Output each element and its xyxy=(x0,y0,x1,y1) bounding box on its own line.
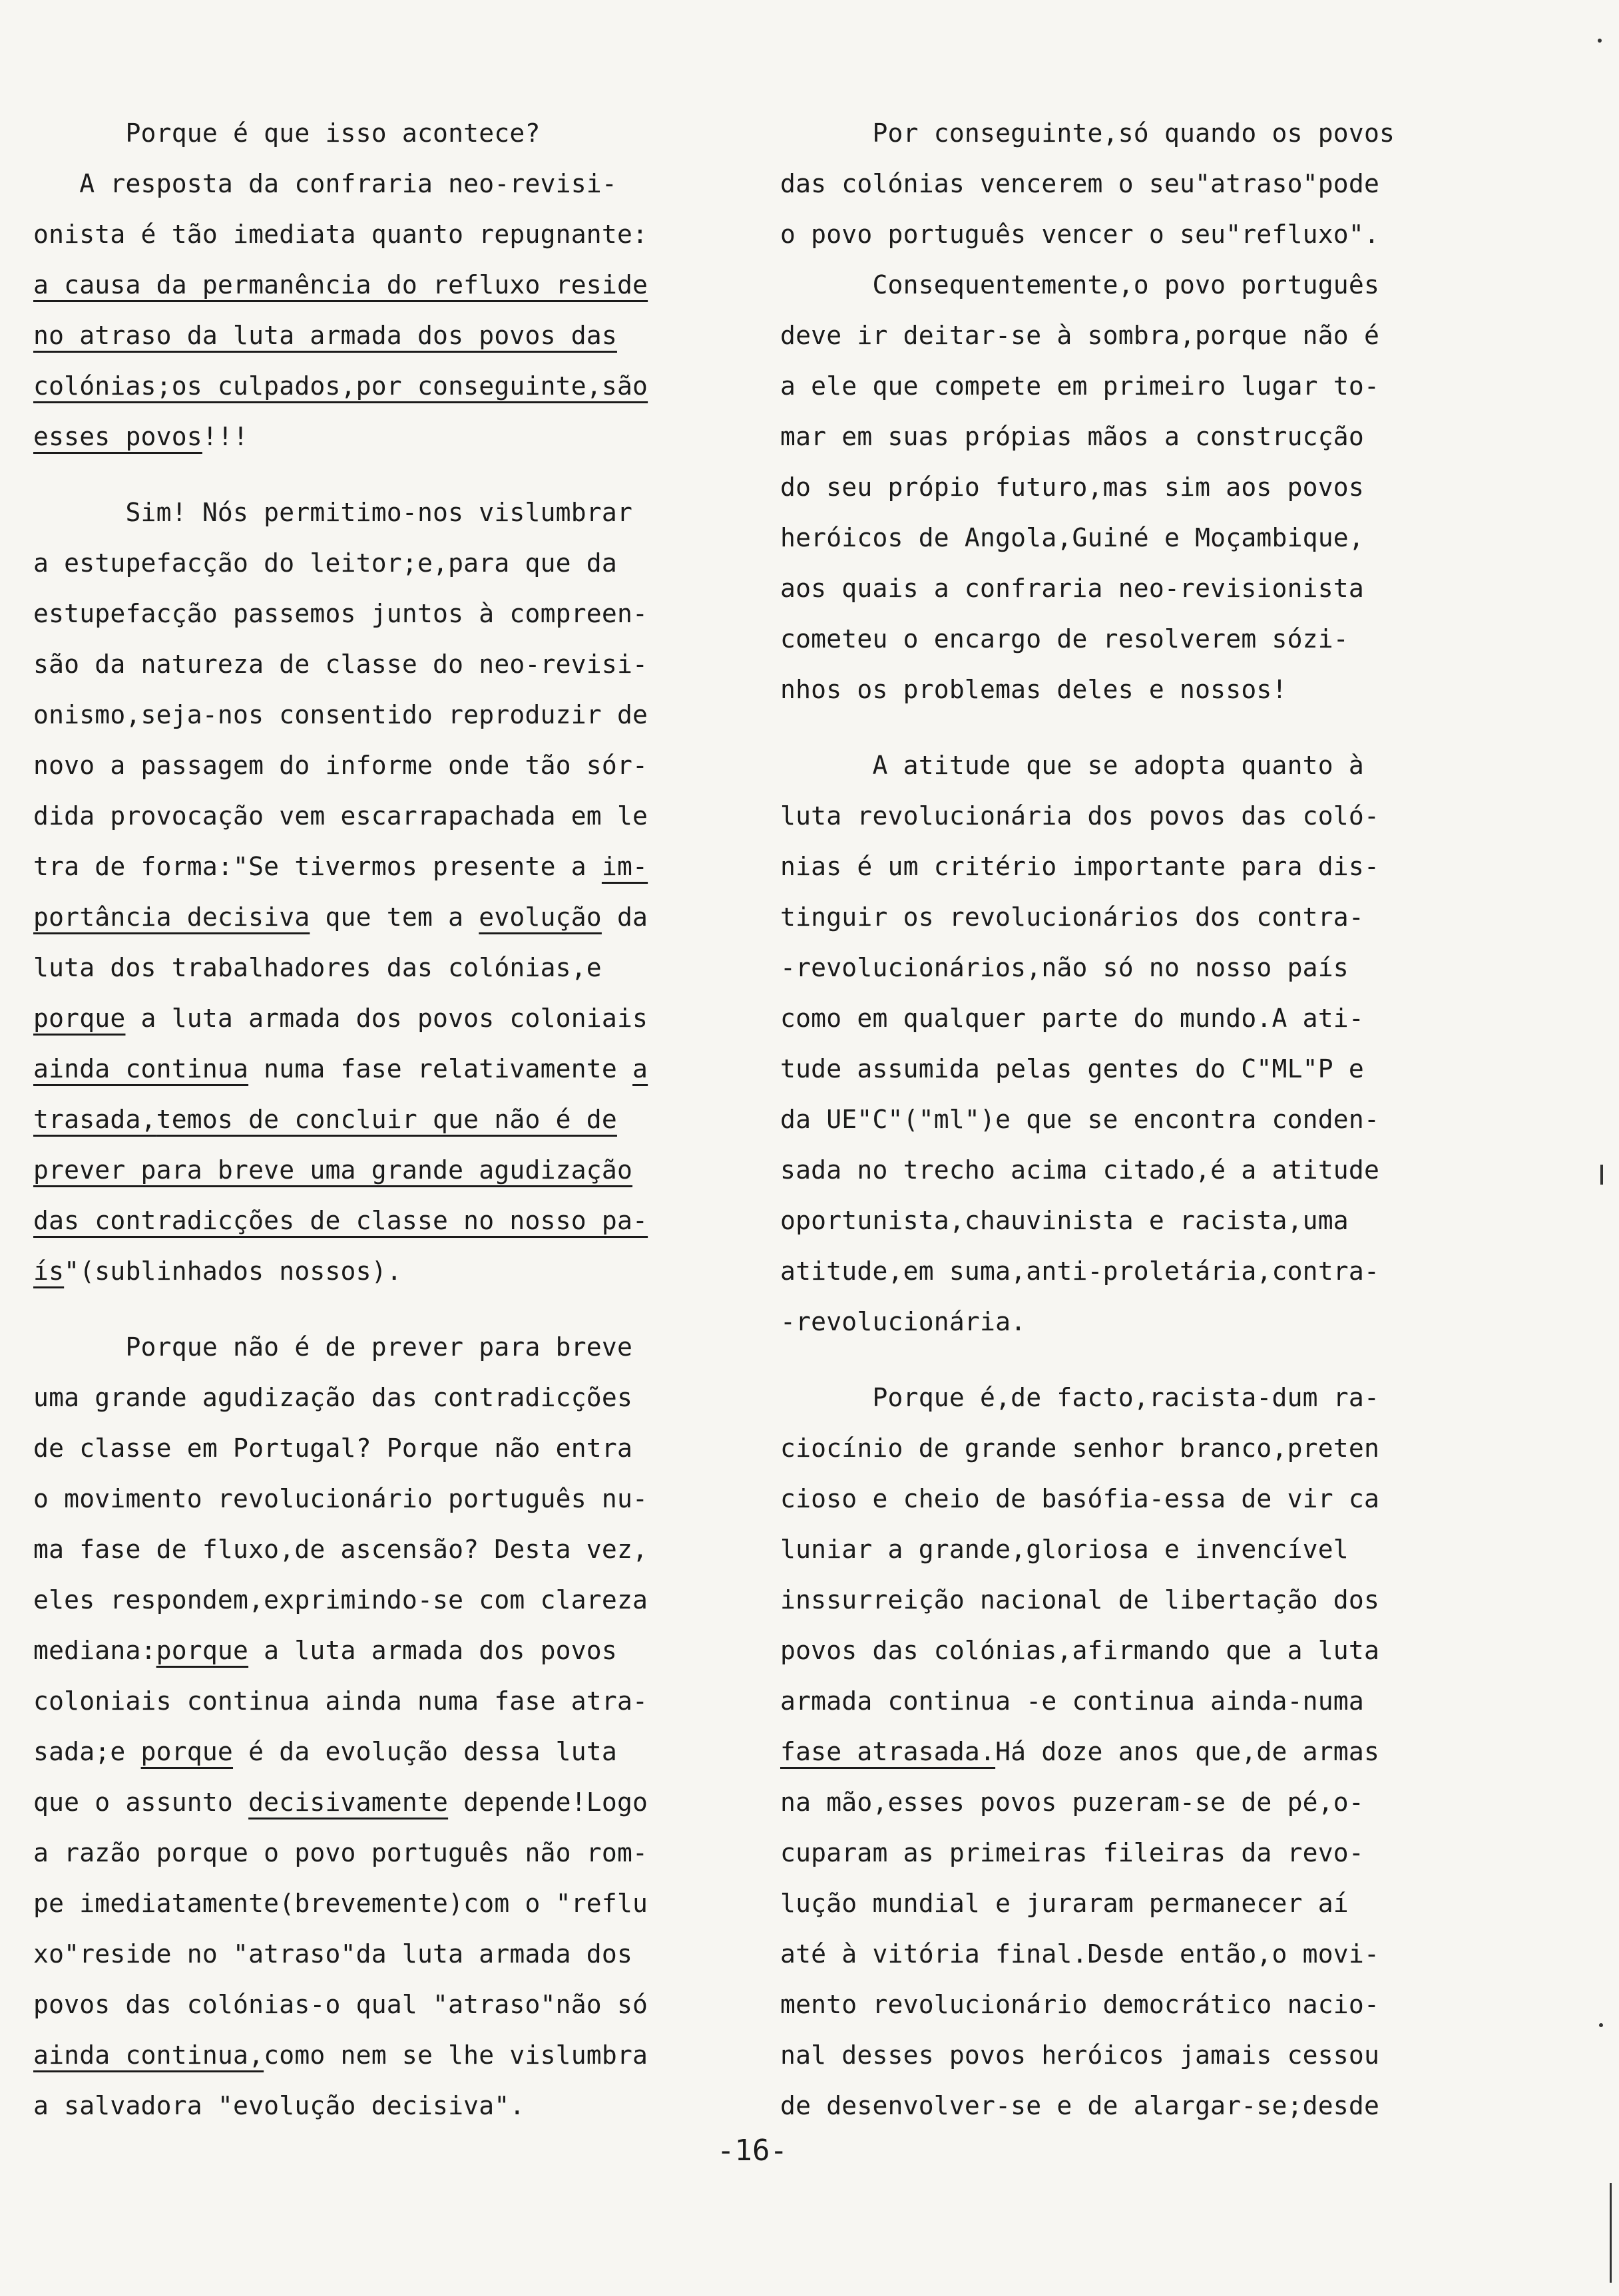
text-line xyxy=(780,512,1479,563)
text-line xyxy=(780,1246,1479,1296)
text-segment: sada no trecho acima citado,é a atitude xyxy=(780,1155,1380,1185)
text-segment: -revolucionária. xyxy=(780,1307,1027,1336)
text-segment: Há doze anos que,de armas xyxy=(995,1737,1380,1766)
text-line xyxy=(33,2080,732,2131)
right-column xyxy=(780,108,1479,2131)
text-line xyxy=(780,841,1479,892)
text-segment: pe imediatamente(brevemente)com o "reflu xyxy=(33,1889,648,1918)
text-line xyxy=(780,2030,1479,2080)
text-line xyxy=(33,1094,732,1145)
text-line xyxy=(33,841,732,892)
text-segment: !!! xyxy=(202,422,249,451)
text-line xyxy=(33,1524,732,1575)
text-line xyxy=(33,639,732,689)
text-line xyxy=(33,993,732,1044)
text-line xyxy=(33,1929,732,1979)
text-line xyxy=(33,1246,732,1296)
text-line xyxy=(33,1044,732,1094)
text-line xyxy=(780,1524,1479,1575)
underlined-text: im- xyxy=(601,852,648,881)
text-segment: a estupefacção do leitor;e,para que da xyxy=(33,548,617,578)
text-segment: na mão,esses povos puzeram-se de pé,o- xyxy=(780,1788,1364,1817)
text-line xyxy=(33,487,732,538)
text-segment: tra de forma:"Se tivermos presente a xyxy=(33,852,602,881)
text-line xyxy=(780,1195,1479,1246)
text-line xyxy=(33,310,732,361)
text-segment: "(sublinhados nossos). xyxy=(64,1256,402,1286)
text-segment: Sim! Nós permitimo-nos vislumbrar xyxy=(33,498,633,527)
text-segment: armada continua -e continua ainda-numa xyxy=(780,1686,1364,1716)
text-segment: Porque é,de facto,racista-dum ra- xyxy=(780,1383,1380,1412)
text-segment: é da evolução dessa luta xyxy=(233,1737,617,1766)
text-line xyxy=(780,1777,1479,1827)
text-line xyxy=(780,942,1479,993)
text-segment: como nem se lhe vislumbra xyxy=(264,2040,648,2070)
text-line xyxy=(33,1979,732,2030)
scan-mark xyxy=(1610,2183,1612,2283)
text-line xyxy=(33,791,732,841)
text-segment: heróicos de Angola,Guiné e Moçambique, xyxy=(780,523,1364,552)
text-line xyxy=(780,563,1479,614)
left-column xyxy=(33,108,732,2131)
text-segment: luta dos trabalhadores das colónias,e xyxy=(33,953,602,982)
text-line xyxy=(780,462,1479,512)
text-line xyxy=(780,614,1479,664)
text-segment: como em qualquer parte do mundo.A ati- xyxy=(780,1004,1364,1033)
text-line xyxy=(33,588,732,639)
underlined-text: ainda continua xyxy=(33,1054,249,1083)
text-segment: mento revolucionário democrático nacio- xyxy=(780,1990,1380,2019)
text-line xyxy=(780,1473,1479,1524)
underlined-text: prever para breve uma grande agudização xyxy=(33,1155,633,1185)
text-line xyxy=(33,1372,732,1423)
text-segment: Porque é que isso acontece? xyxy=(33,118,541,148)
paragraph-gap xyxy=(33,1296,732,1322)
underlined-text: a causa da permanência do refluxo reside xyxy=(33,270,648,299)
text-segment: oportunista,chauvinista e racista,uma xyxy=(780,1206,1349,1235)
text-segment: nal desses povos heróicos jamais cessou xyxy=(780,2040,1380,2070)
text-segment: a luta armada dos povos xyxy=(248,1636,617,1665)
text-segment: a luta armada dos povos coloniais xyxy=(125,1004,648,1033)
text-line xyxy=(33,1195,732,1246)
underlined-text: trasada, xyxy=(33,1105,156,1134)
text-line xyxy=(33,1777,732,1827)
underlined-text: porque xyxy=(156,1636,249,1665)
text-segment: luta revolucionária dos povos das coló- xyxy=(780,801,1380,831)
text-line xyxy=(780,1372,1479,1423)
text-line xyxy=(780,2080,1479,2131)
text-segment: mar em suas própias mãos a construcção xyxy=(780,422,1364,451)
text-line xyxy=(780,260,1479,310)
scan-mark xyxy=(1598,39,1602,43)
underlined-text: evolução xyxy=(479,902,602,932)
text-segment: tinguir os revolucionários dos contra- xyxy=(780,902,1364,932)
text-segment: -revolucionários,não só no nosso país xyxy=(780,953,1349,982)
text-segment: nhos os problemas deles e nossos! xyxy=(780,675,1287,704)
text-segment: estupefacção passemos juntos à compreen- xyxy=(33,599,648,628)
text-line xyxy=(780,740,1479,791)
text-line xyxy=(780,209,1479,260)
text-line xyxy=(33,1625,732,1676)
text-line xyxy=(33,892,732,942)
text-segment: cioso e cheio de basófia-essa de vir ca xyxy=(780,1484,1380,1513)
underlined-text: decisivamente xyxy=(248,1788,449,1817)
text-segment: nias é um critério importante para dis- xyxy=(780,852,1380,881)
text-segment: lução mundial e juraram permanecer aí xyxy=(780,1889,1349,1918)
text-line xyxy=(33,2030,732,2080)
text-line xyxy=(780,108,1479,158)
text-segment: numa fase relativamente xyxy=(248,1054,633,1083)
text-line xyxy=(780,1676,1479,1726)
text-segment: ma fase de fluxo,de ascensão? Desta vez, xyxy=(33,1535,648,1564)
text-segment: a razão porque o povo português não rom- xyxy=(33,1838,648,1867)
text-segment: uma grande agudização das contradicções xyxy=(33,1383,633,1412)
text-line xyxy=(780,361,1479,411)
text-line xyxy=(33,538,732,588)
text-line xyxy=(780,664,1479,715)
text-segment: inssurreição nacional de libertação dos xyxy=(780,1585,1380,1615)
text-segment: da UE"C"("ml")e que se encontra conden- xyxy=(780,1105,1380,1134)
text-line xyxy=(33,1878,732,1929)
text-segment: coloniais continua ainda numa fase atra- xyxy=(33,1686,648,1716)
text-line xyxy=(780,892,1479,942)
text-segment: que tem a xyxy=(310,902,479,932)
text-segment: o povo português vencer o seu"refluxo". xyxy=(780,220,1380,249)
text-segment: o movimento revolucionário português nu- xyxy=(33,1484,648,1513)
text-segment: aos quais a confraria neo-revisionista xyxy=(780,574,1364,603)
text-segment: A atitude que se adopta quanto à xyxy=(780,751,1364,780)
text-segment: povos das colónias-o qual "atraso"não só xyxy=(33,1990,648,2019)
text-line xyxy=(780,1726,1479,1777)
text-segment: onista é tão imediata quanto repugnante: xyxy=(33,220,648,249)
text-segment: deve ir deitar-se à sombra,porque não é xyxy=(780,321,1380,350)
text-line xyxy=(780,1094,1479,1145)
paragraph-gap xyxy=(33,462,732,487)
underlined-text: no atraso da luta armada dos povos das xyxy=(33,321,617,350)
page-number: -16- xyxy=(717,2134,788,2168)
underlined-text: fase atrasada. xyxy=(780,1737,996,1766)
text-segment: atitude,em suma,anti-proletária,contra- xyxy=(780,1256,1380,1286)
text-segment: de classe em Portugal? Porque não entra xyxy=(33,1434,633,1463)
text-line xyxy=(33,942,732,993)
text-segment: luniar a grande,gloriosa e invencível xyxy=(780,1535,1349,1564)
text-segment: A resposta da confraria neo-revisi- xyxy=(33,169,617,198)
text-line xyxy=(33,411,732,462)
text-segment: até à vitória final.Desde então,o movi- xyxy=(780,1939,1380,1969)
text-line xyxy=(780,1878,1479,1929)
text-segment: xo"reside no "atraso"da luta armada dos xyxy=(33,1939,633,1969)
text-line xyxy=(33,1827,732,1878)
text-segment: que o assunto xyxy=(33,1788,249,1817)
text-segment: do seu própio futuro,mas sim aos povos xyxy=(780,473,1364,502)
underlined-text: das contradicções de classe no nosso pa- xyxy=(33,1206,648,1235)
text-segment: dida provocação vem escarrapachada em le xyxy=(33,801,648,831)
underlined-text: colónias;os culpados,por conseguinte,são xyxy=(33,371,648,401)
text-line xyxy=(33,1473,732,1524)
text-line xyxy=(780,791,1479,841)
text-segment: povos das colónias,afirmando que a luta xyxy=(780,1636,1380,1665)
text-segment: onismo,seja-nos consentido reproduzir de xyxy=(33,700,648,729)
text-segment: Porque não é de prever para breve xyxy=(33,1332,633,1362)
text-line xyxy=(33,1676,732,1726)
text-segment: são da natureza de classe do neo-revisi- xyxy=(33,650,648,679)
underlined-text: ainda continua, xyxy=(33,2040,264,2070)
text-segment: sada;e xyxy=(33,1737,141,1766)
underlined-text: esses povos xyxy=(33,422,202,451)
text-line xyxy=(780,1145,1479,1195)
text-segment: ciocínio de grande senhor branco,preten xyxy=(780,1434,1380,1463)
text-line xyxy=(780,411,1479,462)
text-line xyxy=(780,1827,1479,1878)
text-line xyxy=(33,1423,732,1473)
text-segment: cometeu o encargo de resolverem sózi- xyxy=(780,624,1349,654)
text-segment: das colónias vencerem o seu"atraso"pode xyxy=(780,169,1380,198)
text-segment: cuparam as primeiras fileiras da revo- xyxy=(780,1838,1364,1867)
text-segment: novo a passagem do informe onde tão sór- xyxy=(33,751,648,780)
text-line xyxy=(780,993,1479,1044)
paragraph-gap xyxy=(780,715,1479,740)
text-line xyxy=(33,1726,732,1777)
text-segment: da xyxy=(601,902,648,932)
underlined-text: temos de concluir que não é de xyxy=(156,1105,617,1134)
text-line xyxy=(780,1625,1479,1676)
text-line xyxy=(33,740,732,791)
text-line xyxy=(33,1575,732,1625)
text-line xyxy=(780,1979,1479,2030)
text-segment: depende!Logo xyxy=(448,1788,648,1817)
text-line xyxy=(780,310,1479,361)
text-segment: Consequentemente,o povo português xyxy=(780,270,1380,299)
text-line xyxy=(33,260,732,310)
text-line xyxy=(33,209,732,260)
text-line xyxy=(780,1296,1479,1347)
text-segment: tude assumida pelas gentes do C"ML"P e xyxy=(780,1054,1364,1083)
scan-mark xyxy=(1600,1165,1603,1185)
text-segment: mediana: xyxy=(33,1636,156,1665)
underlined-text: ís xyxy=(33,1256,65,1286)
text-line xyxy=(780,1423,1479,1473)
text-line xyxy=(33,158,732,209)
scan-mark xyxy=(1599,2023,1603,2027)
text-segment: a salvadora "evolução decisiva". xyxy=(33,2091,525,2120)
text-segment: a ele que compete em primeiro lugar to- xyxy=(780,371,1380,401)
paragraph-gap xyxy=(780,1347,1479,1372)
text-line xyxy=(780,1575,1479,1625)
text-line xyxy=(780,1044,1479,1094)
text-line xyxy=(33,1322,732,1372)
underlined-text: porque xyxy=(140,1737,234,1766)
text-line xyxy=(33,361,732,411)
text-line xyxy=(33,108,732,158)
text-segment: de desenvolver-se e de alargar-se;desde xyxy=(780,2091,1380,2120)
underlined-text: porque xyxy=(33,1004,126,1033)
text-segment: Por conseguinte,só quando os povos xyxy=(780,118,1395,148)
underlined-text: a xyxy=(632,1054,648,1083)
text-line xyxy=(780,1929,1479,1979)
text-line xyxy=(33,1145,732,1195)
text-segment: eles respondem,exprimindo-se com clareza xyxy=(33,1585,648,1615)
text-line xyxy=(33,689,732,740)
underlined-text: portância decisiva xyxy=(33,902,310,932)
text-line xyxy=(780,158,1479,209)
